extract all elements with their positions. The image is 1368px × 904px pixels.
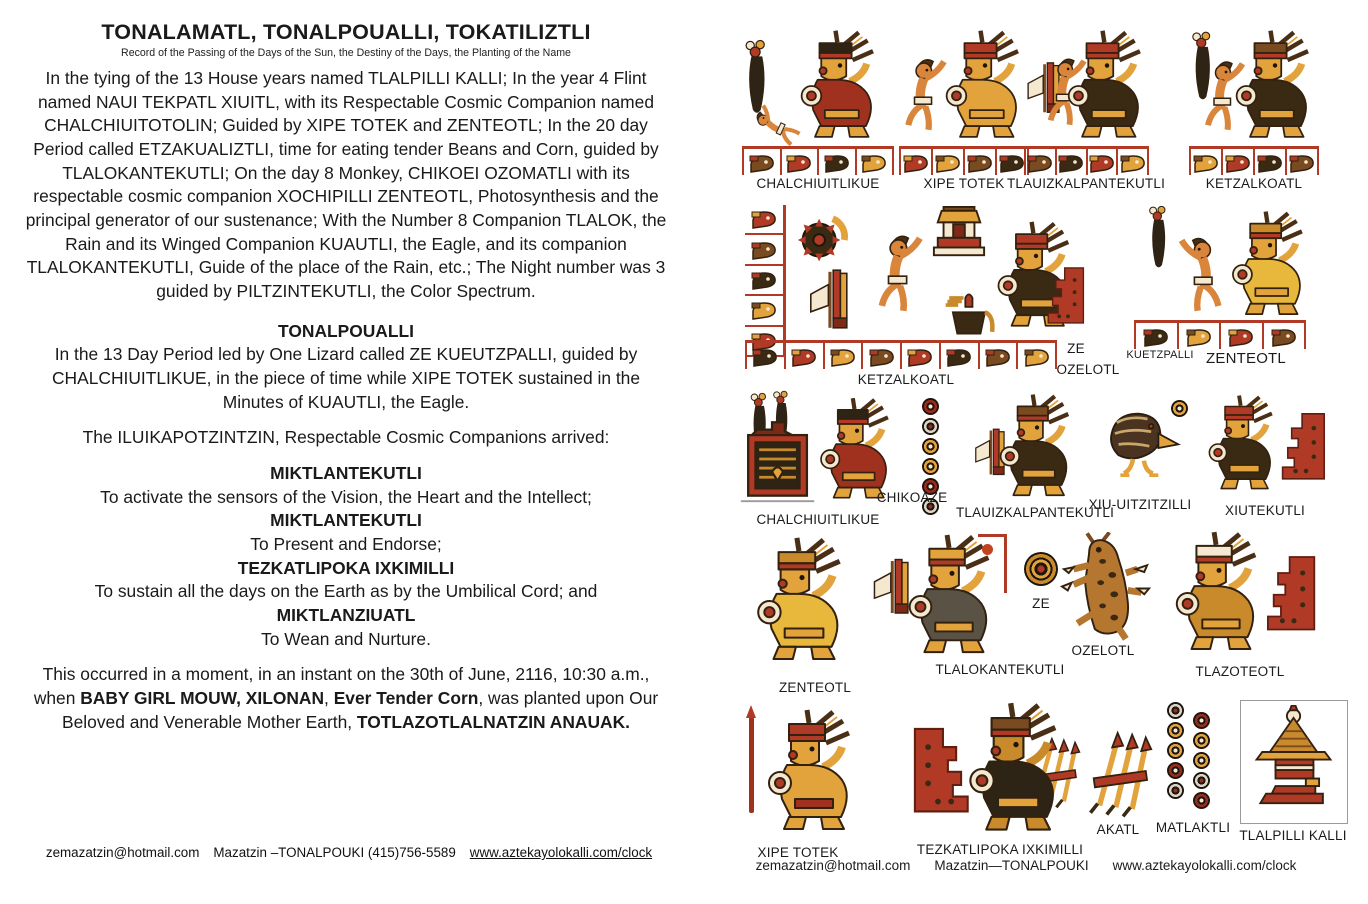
ze-caption: ZE	[1067, 341, 1085, 356]
numeral-dot	[922, 418, 939, 435]
contact-credit: Mazatzin –TONALPOUKI (415)756-5589	[213, 845, 456, 860]
day-sign-glyph-icon	[1018, 343, 1057, 369]
day-sign-glyph-icon	[1287, 149, 1319, 175]
day-sign-glyph-icon	[1134, 323, 1179, 349]
numeral-dot	[1193, 792, 1210, 809]
figure-label: KETZALKOATL	[1205, 176, 1303, 191]
page-title: TONALAMATL, TONALPOUALLI, TOKATILIZTLI	[101, 20, 591, 44]
companion-role: To Wean and Nurture.	[261, 628, 431, 649]
xiu-uitzitzilli-illustration	[1095, 398, 1185, 498]
day-sign-glyph-icon	[1179, 323, 1222, 349]
birth-paragraph: This occurred in a moment, in an instant on the 30th of June, 2116, 10:30 a.m., when BABY GIRL MOUW, XILONAN, Ever Tender Corn, was planted upon Our Beloved and Venerable Mother Earth, TOTLAZOTLALNATZIN ANAUAK.	[33, 664, 659, 732]
figure-label: XIUTEKUTLI	[1224, 503, 1306, 518]
chalchiuitlikue-illustration	[742, 28, 894, 146]
numeral-dot-column	[1165, 700, 1185, 810]
day-sign-glyph-icon	[1088, 149, 1119, 175]
numeral-dot	[1167, 762, 1184, 779]
day-sign-glyph-icon	[1024, 149, 1057, 175]
day-sign-glyph-icon	[1223, 149, 1255, 175]
day-sign-strip	[1134, 320, 1306, 349]
contact-url: www.aztekayolokalli.com/clock	[1112, 858, 1297, 873]
figure-label: MATLAKTLI	[1155, 820, 1231, 835]
day-sign-glyph-icon	[857, 149, 895, 175]
numeral-dot	[1167, 702, 1184, 719]
day-sign-glyph-icon	[1264, 323, 1307, 349]
figure-label: CHALCHIUITLIKUE	[756, 176, 880, 191]
companion-name: MIKTLANTEKUTLI	[270, 463, 422, 484]
day-sign-glyph-icon	[745, 296, 783, 326]
day-sign-glyph-icon	[745, 266, 783, 296]
numeral-dot	[1193, 732, 1210, 749]
akatl-illustration	[1085, 722, 1155, 822]
companion-role: To sustain all the days on the Earth as by the Umbilical Cord; and	[94, 581, 598, 602]
day-sign-glyph-icon	[782, 149, 820, 175]
figure-label: ZENTEOTL	[778, 680, 852, 695]
figure-label: ZE	[1032, 596, 1050, 611]
companion-role: To activate the sensors of the Vision, the Heart and the Intellect;	[100, 486, 592, 507]
day-sign-glyph-icon	[745, 205, 783, 235]
figure-label: XIPE TOTEK	[757, 845, 839, 860]
day-sign-glyph-icon	[786, 343, 825, 369]
contact-credit: Mazatzin—TONALPOUKI	[934, 858, 1089, 873]
day-sign-strip	[1189, 146, 1319, 175]
companion-name: TEZKATLIPOKA IXKIMILLI	[237, 557, 455, 578]
figure-label: OZELOTL	[1071, 643, 1135, 658]
ozelotl-illustration	[1060, 532, 1155, 647]
ketzalkoatl-panel-illustration	[788, 205, 1084, 340]
numeral-dot	[922, 398, 939, 415]
right-page	[684, 0, 1368, 904]
numeral-dot	[1171, 400, 1188, 417]
numeral-dot	[922, 458, 939, 475]
page-subtitle: Record of the Passing of the Days of the Sun, the Destiny of the Days, the Planting of the Name	[121, 47, 571, 59]
figure-label: XIU-UITZITZILLI	[1088, 497, 1192, 512]
day-sign-glyph-icon	[825, 343, 864, 369]
day-sign-glyph-icon	[819, 149, 857, 175]
day-sign-strip	[1024, 146, 1149, 175]
day-sign-glyph-icon	[941, 343, 980, 369]
xipe-totek-illustration	[899, 28, 1029, 146]
figure-label: CHIKOAZE	[876, 490, 948, 505]
matlaktli-dots	[1165, 700, 1211, 810]
figure-label: TLALOKANTEKUTLI	[935, 662, 1065, 677]
day-sign-glyph-icon	[1221, 323, 1264, 349]
companion-name: MIKTLANZIUATL	[276, 605, 416, 626]
numeral-dot	[1193, 752, 1210, 769]
day-sign-glyph-icon	[745, 235, 783, 265]
kuetzpalli-zenteotl-illustration	[1130, 205, 1320, 320]
day-sign-strip	[745, 340, 1057, 369]
staff-icon	[749, 717, 754, 813]
tlazoteotl-illustration	[1165, 528, 1330, 660]
tonalpoualli-paragraph: In the 13 Day Period led by One Lizard called ZE KUEUTZPALLI, guided by CHALCHIUITLIKUE, in the piece of time while XIPE TOTEK sustained in the Minutes of KUAUTLI, the Eagle.	[52, 344, 640, 412]
companions-list	[24, 462, 668, 651]
day-sign-glyph-icon	[980, 343, 1019, 369]
day-sign-glyph-icon	[1057, 149, 1088, 175]
ozelotl-caption: OZELOTL	[1056, 362, 1120, 377]
day-sign-strip	[742, 146, 894, 175]
tlalokantekutli-illustration	[870, 532, 1020, 662]
figure-label: CHALCHIUITLIKUE	[756, 512, 880, 527]
zenteotl-illustration	[746, 532, 861, 672]
tlalpilli-kalli-frame	[1240, 700, 1348, 824]
day-sign-glyph-icon	[1189, 149, 1223, 175]
day-sign-glyph-icon	[899, 149, 933, 175]
day-sign-glyph-icon	[745, 343, 786, 369]
contact-email: zemazatzin@hotmail.com	[45, 845, 200, 860]
numeral-dot	[1167, 782, 1184, 799]
ketzalkoatl-illustration	[1189, 28, 1319, 146]
day-sign-glyph-icon	[863, 343, 902, 369]
numeral-dot	[922, 438, 939, 455]
day-sign-glyph-icon	[742, 149, 782, 175]
contact-email: zemazatzin@hotmail.com	[755, 858, 911, 873]
day-sign-glyph-icon	[1255, 149, 1287, 175]
xipe-totek-illustration-2	[745, 703, 865, 843]
tonalpoualli-heading: TONALPOUALLI	[278, 320, 414, 341]
numeral-dot-column	[1191, 710, 1211, 810]
companion-name: MIKTLANTEKUTLI	[270, 510, 422, 531]
panel-label: KETZALKOATL	[857, 372, 955, 387]
numeral-dot	[1167, 742, 1184, 759]
numeral-dot	[1193, 712, 1210, 729]
numeral-dot	[1193, 772, 1210, 789]
figure-label: TLAZOTEOTL	[1195, 664, 1285, 679]
tlauizkalpantekutli-illustration	[1024, 28, 1149, 146]
day-sign-glyph-icon	[965, 149, 997, 175]
red-border-line	[978, 534, 1007, 593]
figure-label: TLAUIZKALPANTEKUTLI	[1006, 176, 1166, 191]
intro-paragraph: In the tying of the 13 House years named TLALPILLI KALLI; In the year 4 Flint named NAUI TEKPATL XIUITL, with its Respectable Cosmic Companion named CHALCHIUITOTOLIN; Guided by XIPE TOTEK and ZENTEOTL; In the 20 day Period called ETZAKUALIZTLI, time for eating tender Beans and Corn, guided by TLALOKANTEKUTLI; On the day 8 Monkey, CHIKOEI OZOMATLI with its respectable cosmic companion XOCHIPILLI ZENTEOTL, Photosynthesis and the principal generator of our sustenance; With the Number 8 Companion TLALOK, the Rain and its Winged Companion KUAUTLI, the Eagle, and its companion TLALOKANTEKUTLI, Guide of the place of the Rain, etc.; The Night number was 3 guided by PILTZINTEKUTLI, the Color Spectrum.	[25, 68, 667, 302]
day-sign-glyph-icon	[1118, 149, 1149, 175]
tlauizkalpantekutli-illustration-2	[972, 392, 1087, 504]
figure-label: TLAUIZKALPANTEKUTLI	[955, 505, 1115, 520]
contact-footer-left	[24, 845, 674, 860]
companion-role: To Present and Endorse;	[250, 534, 442, 555]
xiutekutli-illustration	[1200, 392, 1330, 500]
figure-label: AKATL	[1096, 822, 1140, 837]
figure-label: TEZKATLIPOKA IXKIMILLI	[916, 842, 1084, 857]
figure-label: TLALPILLI KALLI	[1239, 828, 1347, 843]
ze-circle-glyph	[1024, 552, 1058, 586]
contact-url: www.aztekayolokalli.com/clock	[469, 845, 653, 860]
day-sign-glyph-icon	[933, 149, 965, 175]
contact-footer-right	[684, 858, 1368, 873]
day-sign-strip	[899, 146, 1029, 175]
tezkatlipoka-ixkimilli-illustration	[905, 700, 1095, 840]
red-dot	[982, 544, 993, 555]
day-sign-column	[745, 205, 786, 357]
numeral-dot	[1167, 722, 1184, 739]
day-sign-glyph-icon	[902, 343, 941, 369]
figure-label: XIPE TOTEK	[923, 176, 1005, 191]
zenteotl-label: ZENTEOTL	[1206, 350, 1286, 367]
kuetzpalli-label: KUETZPALLI	[1126, 349, 1194, 361]
arrival-line: The ILUIKAPOTZINTZIN, Respectable Cosmic Companions arrived:	[82, 427, 610, 448]
